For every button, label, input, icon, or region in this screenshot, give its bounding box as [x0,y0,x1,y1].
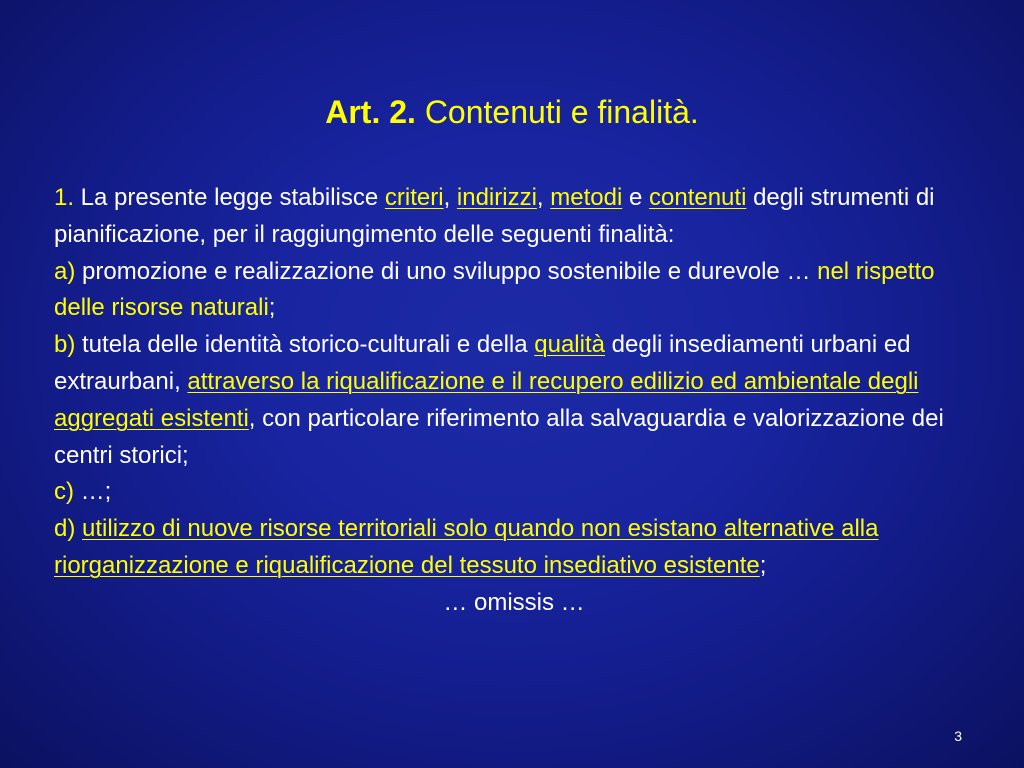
link-qualita[interactable]: qualità [534,331,605,359]
item-end: ; [268,294,276,322]
link-riqualificazione[interactable]: attraverso la riqualificazione e il recupero edilizio ed ambientale degli aggregati esistenti [54,367,919,432]
link-criteri[interactable]: criteri [384,184,444,211]
link-indirizzi[interactable]: indirizzi [456,184,537,211]
separator: e [622,184,649,211]
item-text: degli insediamenti urbani ed extraurbani, [54,331,911,395]
item-text: , con particolare riferimento alla salvaguardia e valorizzazione dei centri storici; [54,404,944,469]
item-b [54,327,974,474]
item-label: d) [54,515,76,543]
separator: , [536,184,551,211]
paragraph-text: degli strumenti di pianificazione, per il raggiungimento delle seguenti finalità: [54,184,935,248]
paragraph-number: 1. [54,184,75,211]
link-metodi[interactable]: metodi [550,184,623,211]
item-a [54,254,974,328]
article-title: Contenuti e finalità. [415,94,699,130]
highlighted-text: nel rispetto delle risorse naturali [54,257,935,322]
item-end: ; [759,551,767,579]
item-text: promozione e realizzazione di uno sviluppo sostenibile e durevole … [75,257,818,285]
page-number: 3 [954,728,962,744]
item-d [54,511,974,585]
item-c [54,474,974,511]
separator: , [443,184,457,211]
slide-title [0,92,1024,132]
article-number: Art. 2. [325,94,416,130]
item-label: a) [54,257,76,285]
link-nuove-risorse[interactable]: utilizzo di nuove risorse territoriali solo quando non esistano alternative alla riorganizzazione e riqualificazione del tessuto insediativo esistente [54,515,879,579]
slide-body [54,180,974,622]
item-label: b) [54,331,76,359]
item-text: …; [74,478,112,506]
paragraph-text: La presente legge stabilisce [74,184,385,211]
item-text [75,515,82,542]
item-text: tutela delle identità storico-culturali e della [75,331,535,359]
item-label: c) [54,478,74,506]
link-contenuti[interactable]: contenuti [649,184,747,211]
paragraph-1 [54,180,974,254]
omissis: … omissis … [443,588,585,616]
